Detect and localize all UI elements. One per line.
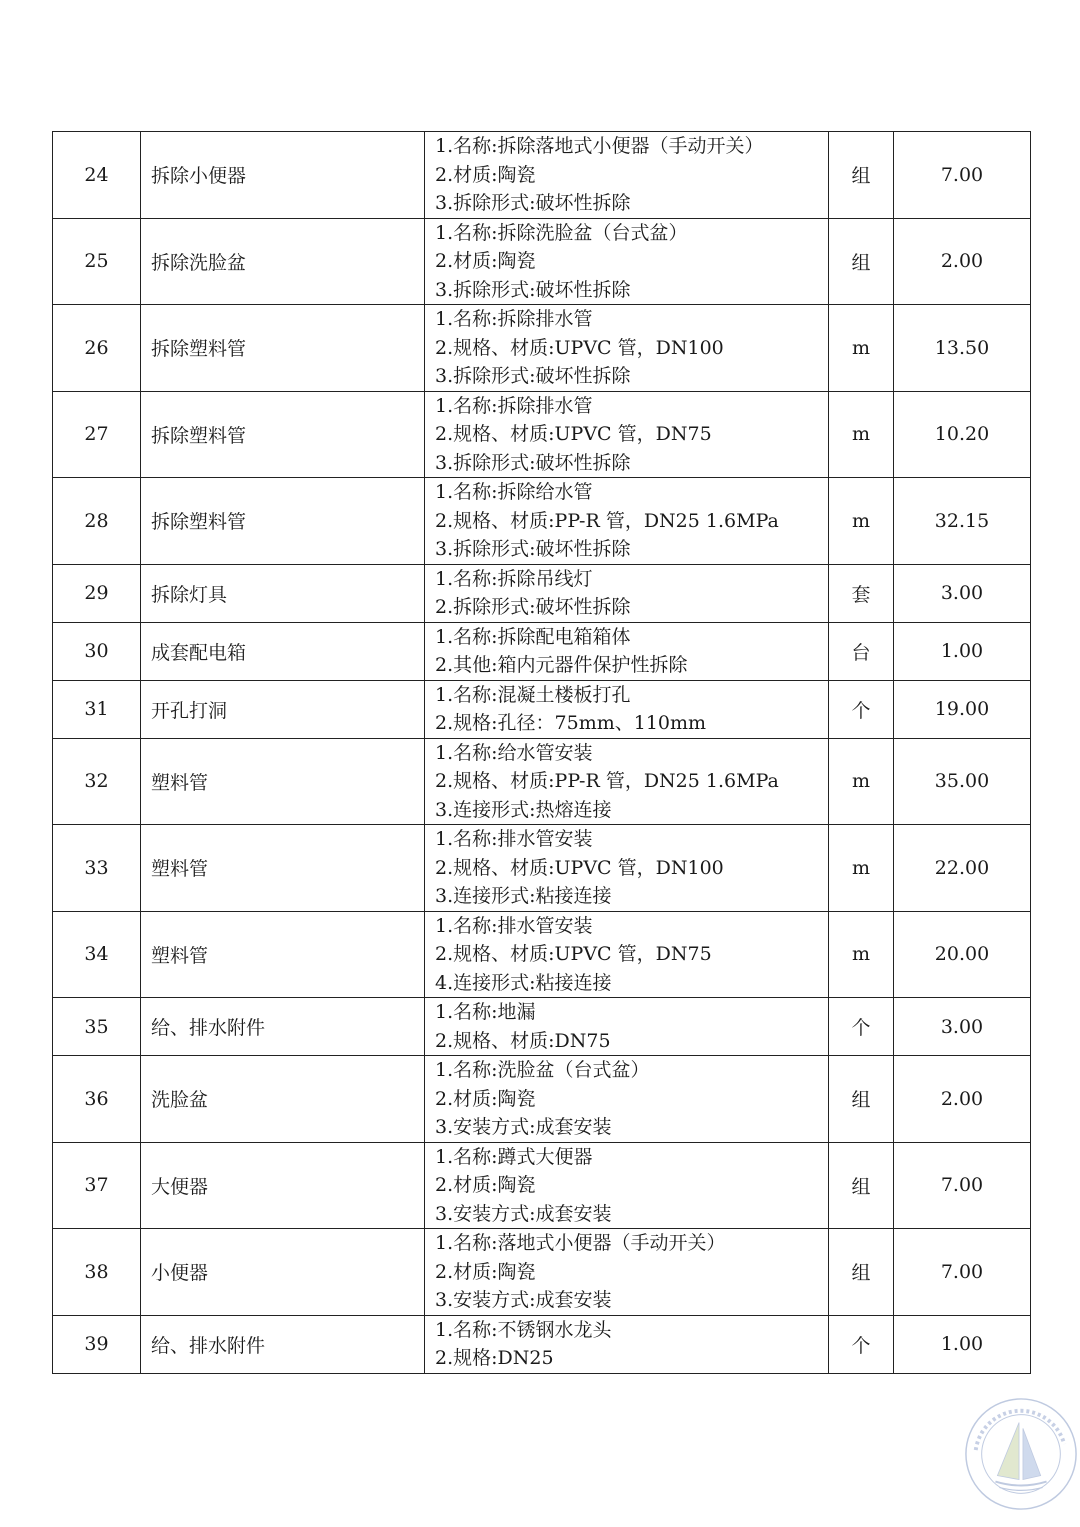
item-number-cell: 25: [53, 218, 141, 305]
feature-line: 3.连接形式:热熔连接: [435, 798, 612, 821]
item-number-cell: 28: [53, 478, 141, 565]
item-number-cell: 38: [53, 1229, 141, 1316]
quantity-cell: 20.00: [894, 911, 1031, 998]
quantity-cell: 22.00: [894, 825, 1031, 912]
item-name-cell: 成套配电箱: [141, 622, 425, 680]
unit-cell: 组: [829, 1142, 894, 1229]
quantity-cell: 13.50: [894, 305, 1031, 392]
feature-line: 1.名称:拆除给水管: [435, 481, 593, 503]
feature-line: 1.名称:落地式小便器（手动开关）: [435, 1232, 726, 1254]
feature-line: 1.名称:排水管安装: [435, 828, 593, 850]
unit-cell: 组: [829, 218, 894, 305]
feature-line: 2.材质:陶瓷: [435, 1260, 536, 1283]
item-name-cell: 拆除塑料管: [141, 478, 425, 565]
feature-line: 1.名称:蹲式大便器: [435, 1145, 593, 1168]
quantity-cell: 1.00: [894, 1315, 1031, 1373]
item-number-cell: 34: [53, 911, 141, 998]
feature-line: 2.材质:陶瓷: [435, 250, 536, 272]
quantity-cell: 1.00: [894, 622, 1031, 680]
item-name-cell: 拆除灯具: [141, 564, 425, 622]
feature-line: 1.名称:拆除配电箱箱体: [435, 625, 631, 648]
table-row: [53, 998, 1031, 1056]
item-number-cell: 33: [53, 825, 141, 912]
feature-line: 2.规格、材质:UPVC 管，DN100: [435, 336, 724, 359]
feature-line: 3.拆除形式:破坏性拆除: [435, 192, 631, 214]
table-row: [53, 911, 1031, 998]
feature-line: 1.名称:地漏: [435, 1001, 536, 1023]
table-row: [53, 391, 1031, 478]
item-name-cell: 拆除洗脸盆: [141, 218, 425, 305]
unit-cell: m: [829, 305, 894, 392]
table-row: [53, 478, 1031, 565]
unit-cell: m: [829, 391, 894, 478]
feature-line: 2.其他:箱内元器件保护性拆除: [435, 654, 688, 676]
feature-line: 2.规格、材质:PP-R 管，DN25 1.6MPa: [435, 509, 779, 532]
item-number-cell: 27: [53, 391, 141, 478]
unit-cell: m: [829, 738, 894, 825]
table-row: [53, 825, 1031, 912]
item-name-cell: 塑料管: [141, 825, 425, 912]
item-name-cell: 小便器: [141, 1229, 425, 1316]
feature-line: 2.材质:陶瓷: [435, 1174, 536, 1196]
item-name-cell: 给、排水附件: [141, 1315, 425, 1373]
table-row: [53, 564, 1031, 622]
item-name-cell: 大便器: [141, 1142, 425, 1229]
item-name-cell: 给、排水附件: [141, 998, 425, 1056]
item-name-cell: 拆除小便器: [141, 132, 425, 219]
feature-line: 1.名称:不锈钢水龙头: [435, 1318, 612, 1341]
item-features-cell: [425, 1229, 829, 1316]
item-features-cell: [425, 564, 829, 622]
table-body: [53, 132, 1031, 1374]
table-row: [53, 680, 1031, 738]
quantity-cell: 7.00: [894, 1142, 1031, 1229]
unit-cell: 个: [829, 998, 894, 1056]
item-name-cell: 开孔打洞: [141, 680, 425, 738]
feature-line: 2.规格、材质:UPVC 管，DN75: [435, 943, 712, 965]
feature-line: 2.规格、材质:DN75: [435, 1029, 611, 1052]
table-row: [53, 738, 1031, 825]
item-name-cell: 洗脸盆: [141, 1056, 425, 1143]
quantity-cell: 32.15: [894, 478, 1031, 565]
feature-line: 3.拆除形式:破坏性拆除: [435, 365, 631, 387]
feature-line: 1.名称:洗脸盆（台式盆）: [435, 1059, 650, 1081]
unit-cell: 套: [829, 564, 894, 622]
feature-line: 1.名称:拆除洗脸盆（台式盆）: [435, 221, 688, 244]
item-number-cell: 32: [53, 738, 141, 825]
item-name-cell: 拆除塑料管: [141, 305, 425, 392]
table-row: [53, 1315, 1031, 1373]
item-number-cell: 29: [53, 564, 141, 622]
item-number-cell: 36: [53, 1056, 141, 1143]
unit-cell: 组: [829, 132, 894, 219]
item-number-cell: 26: [53, 305, 141, 392]
table-row: [53, 132, 1031, 219]
item-features-cell: [425, 622, 829, 680]
feature-line: 2.材质:陶瓷: [435, 163, 536, 186]
item-features-cell: [425, 391, 829, 478]
item-name-cell: 塑料管: [141, 911, 425, 998]
quantity-cell: 35.00: [894, 738, 1031, 825]
item-features-cell: [425, 1315, 829, 1373]
feature-line: 4.连接形式:粘接连接: [435, 971, 612, 994]
feature-line: 2.规格:孔径：75mm、110mm: [435, 712, 707, 734]
table-row: [53, 1229, 1031, 1316]
feature-line: 2.规格、材质:PP-R 管，DN25 1.6MPa: [435, 770, 779, 792]
feature-line: 1.名称:拆除排水管: [435, 394, 593, 417]
feature-line: 2.规格、材质:UPVC 管，DN100: [435, 856, 724, 879]
quantity-cell: 7.00: [894, 132, 1031, 219]
item-name-cell: 拆除塑料管: [141, 391, 425, 478]
quantity-cell: 19.00: [894, 680, 1031, 738]
feature-line: 2.拆除形式:破坏性拆除: [435, 596, 631, 618]
unit-cell: m: [829, 478, 894, 565]
unit-cell: 个: [829, 1315, 894, 1373]
item-name-cell: 塑料管: [141, 738, 425, 825]
item-features-cell: [425, 680, 829, 738]
table-row: [53, 305, 1031, 392]
unit-cell: 台: [829, 622, 894, 680]
item-number-cell: 35: [53, 998, 141, 1056]
quantity-cell: 2.00: [894, 1056, 1031, 1143]
bill-of-quantities-table: [52, 131, 1031, 1374]
unit-cell: 个: [829, 680, 894, 738]
item-features-cell: [425, 1056, 829, 1143]
feature-line: 3.拆除形式:破坏性拆除: [435, 451, 631, 474]
feature-line: 2.规格、材质:UPVC 管，DN75: [435, 423, 712, 445]
table-row: [53, 1056, 1031, 1143]
item-number-cell: 30: [53, 622, 141, 680]
item-features-cell: [425, 1142, 829, 1229]
item-features-cell: [425, 478, 829, 565]
feature-line: 3.安装方式:成套安装: [435, 1202, 612, 1225]
feature-line: 1.名称:拆除排水管: [435, 308, 593, 330]
item-features-cell: [425, 998, 829, 1056]
quantity-cell: 3.00: [894, 564, 1031, 622]
item-features-cell: [425, 218, 829, 305]
item-features-cell: [425, 132, 829, 219]
feature-line: 2.材质:陶瓷: [435, 1087, 536, 1110]
feature-line: 3.安装方式:成套安装: [435, 1289, 612, 1311]
feature-line: 1.名称:排水管安装: [435, 914, 593, 937]
feature-line: 1.名称:拆除落地式小便器（手动开关）: [435, 135, 764, 157]
item-number-cell: 31: [53, 680, 141, 738]
quantity-cell: 7.00: [894, 1229, 1031, 1316]
feature-line: 3.拆除形式:破坏性拆除: [435, 538, 631, 560]
quantity-cell: 10.20: [894, 391, 1031, 478]
feature-line: 1.名称:给水管安装: [435, 741, 593, 764]
unit-cell: 组: [829, 1056, 894, 1143]
feature-line: 3.安装方式:成套安装: [435, 1116, 612, 1138]
feature-line: 2.规格:DN25: [435, 1347, 554, 1369]
item-features-cell: [425, 305, 829, 392]
quantity-cell: 2.00: [894, 218, 1031, 305]
table-row: [53, 1142, 1031, 1229]
item-number-cell: 39: [53, 1315, 141, 1373]
quantity-cell: 3.00: [894, 998, 1031, 1056]
unit-cell: m: [829, 911, 894, 998]
feature-line: 1.名称:拆除吊线灯: [435, 567, 593, 590]
table-row: [53, 622, 1031, 680]
feature-line: 1.名称:混凝土楼板打孔: [435, 683, 631, 706]
table-row: [53, 218, 1031, 305]
item-number-cell: 37: [53, 1142, 141, 1229]
unit-cell: 组: [829, 1229, 894, 1316]
feature-line: 3.连接形式:粘接连接: [435, 885, 612, 907]
item-features-cell: [425, 911, 829, 998]
feature-line: 3.拆除形式:破坏性拆除: [435, 278, 631, 301]
item-features-cell: [425, 825, 829, 912]
item-features-cell: [425, 738, 829, 825]
school-seal-watermark: [962, 1395, 1080, 1513]
unit-cell: m: [829, 825, 894, 912]
item-number-cell: 24: [53, 132, 141, 219]
